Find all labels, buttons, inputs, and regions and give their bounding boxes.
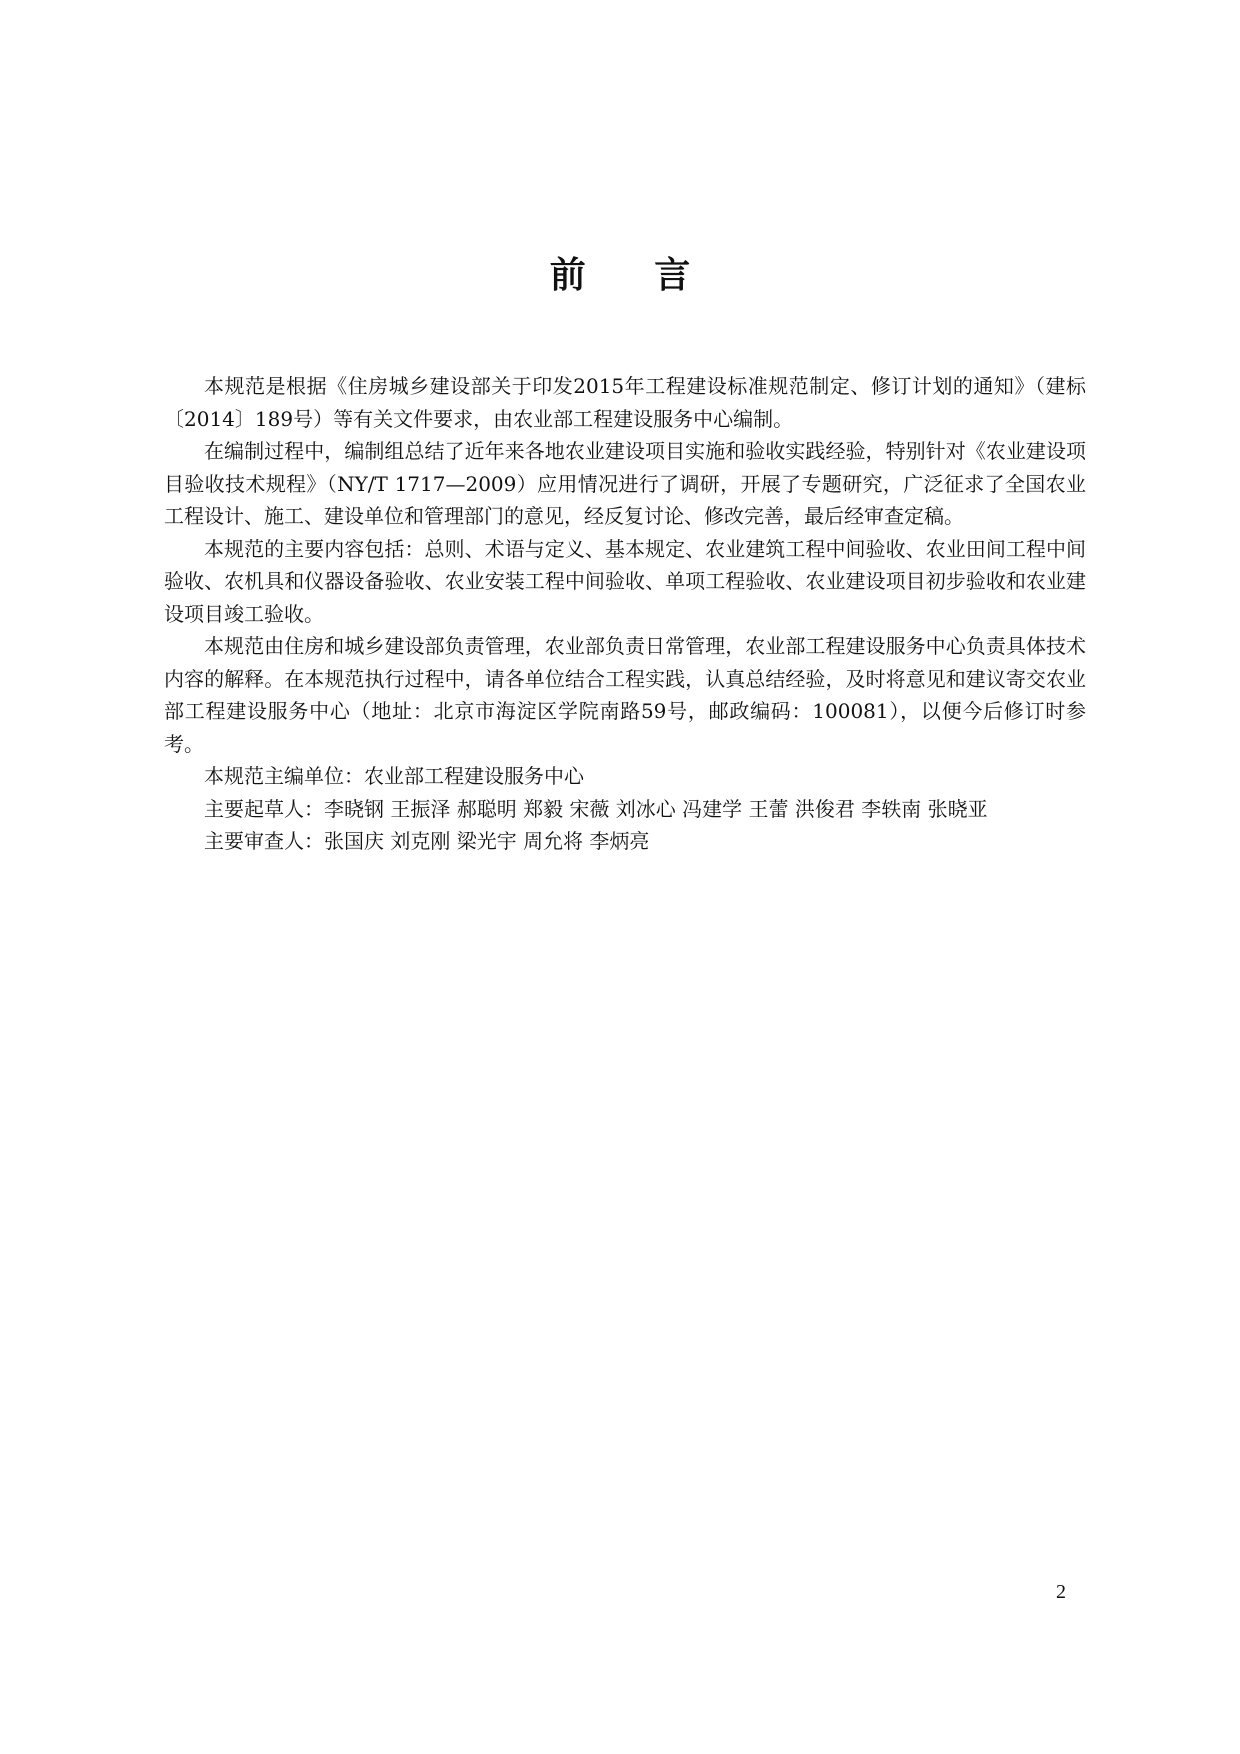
preface-body [164, 370, 1086, 858]
credit-chief-editor-unit: 本规范主编单位：农业部工程建设服务中心 [204, 764, 584, 788]
credit-main-drafters: 主要起草人：李晓钢 王振泽 郝聪明 郑毅 宋薇 刘冰心 冯建学 王蕾 洪俊君 李轶南 张晓亚 [204, 796, 988, 821]
credit-main-reviewers: 主要审查人：张国庆 刘克刚 梁光宇 周允将 李炳亮 [204, 829, 650, 853]
paragraph-process: 在编制过程中，编制组总结了近年来各地农业建设项目实施和验收实践经验，特别针对《农业建设项目验收技术规程》（NY/T 1717—2009）应用情况进行了调研，开展了专题研究，广泛征求了全国农业工程设计、施工、建设单位和管理部门的意见，经反复讨论、修改完善，最后经审查定稿。 [164, 439, 1086, 528]
page-number: 2 [1056, 1581, 1066, 1603]
paragraph-management: 本规范由住房和城乡建设部负责管理，农业部负责日常管理，农业部工程建设服务中心负责具体技术内容的解释。在本规范执行过程中，请各单位结合工程实践，认真总结经验，及时将意见和建议寄交农业部工程建设服务中心（地址：北京市海淀区学院南路59号，邮政编码：100081），以便今后修订时参考。 [164, 634, 1086, 756]
page-title: 前 言 [549, 255, 719, 296]
paragraph-basis: 本规范是根据《住房城乡建设部关于印发2015年工程建设标准规范制定、修订计划的通知》（建标〔2014〕189号）等有关文件要求，由农业部工程建设服务中心编制。 [164, 374, 1086, 431]
paragraph-contents: 本规范的主要内容包括：总则、术语与定义、基本规定、农业建筑工程中间验收、农业田间工程中间验收、农机具和仪器设备验收、农业安装工程中间验收、单项工程验收、农业建设项目初步验收和农业建设项目竣工验收。 [164, 536, 1086, 626]
